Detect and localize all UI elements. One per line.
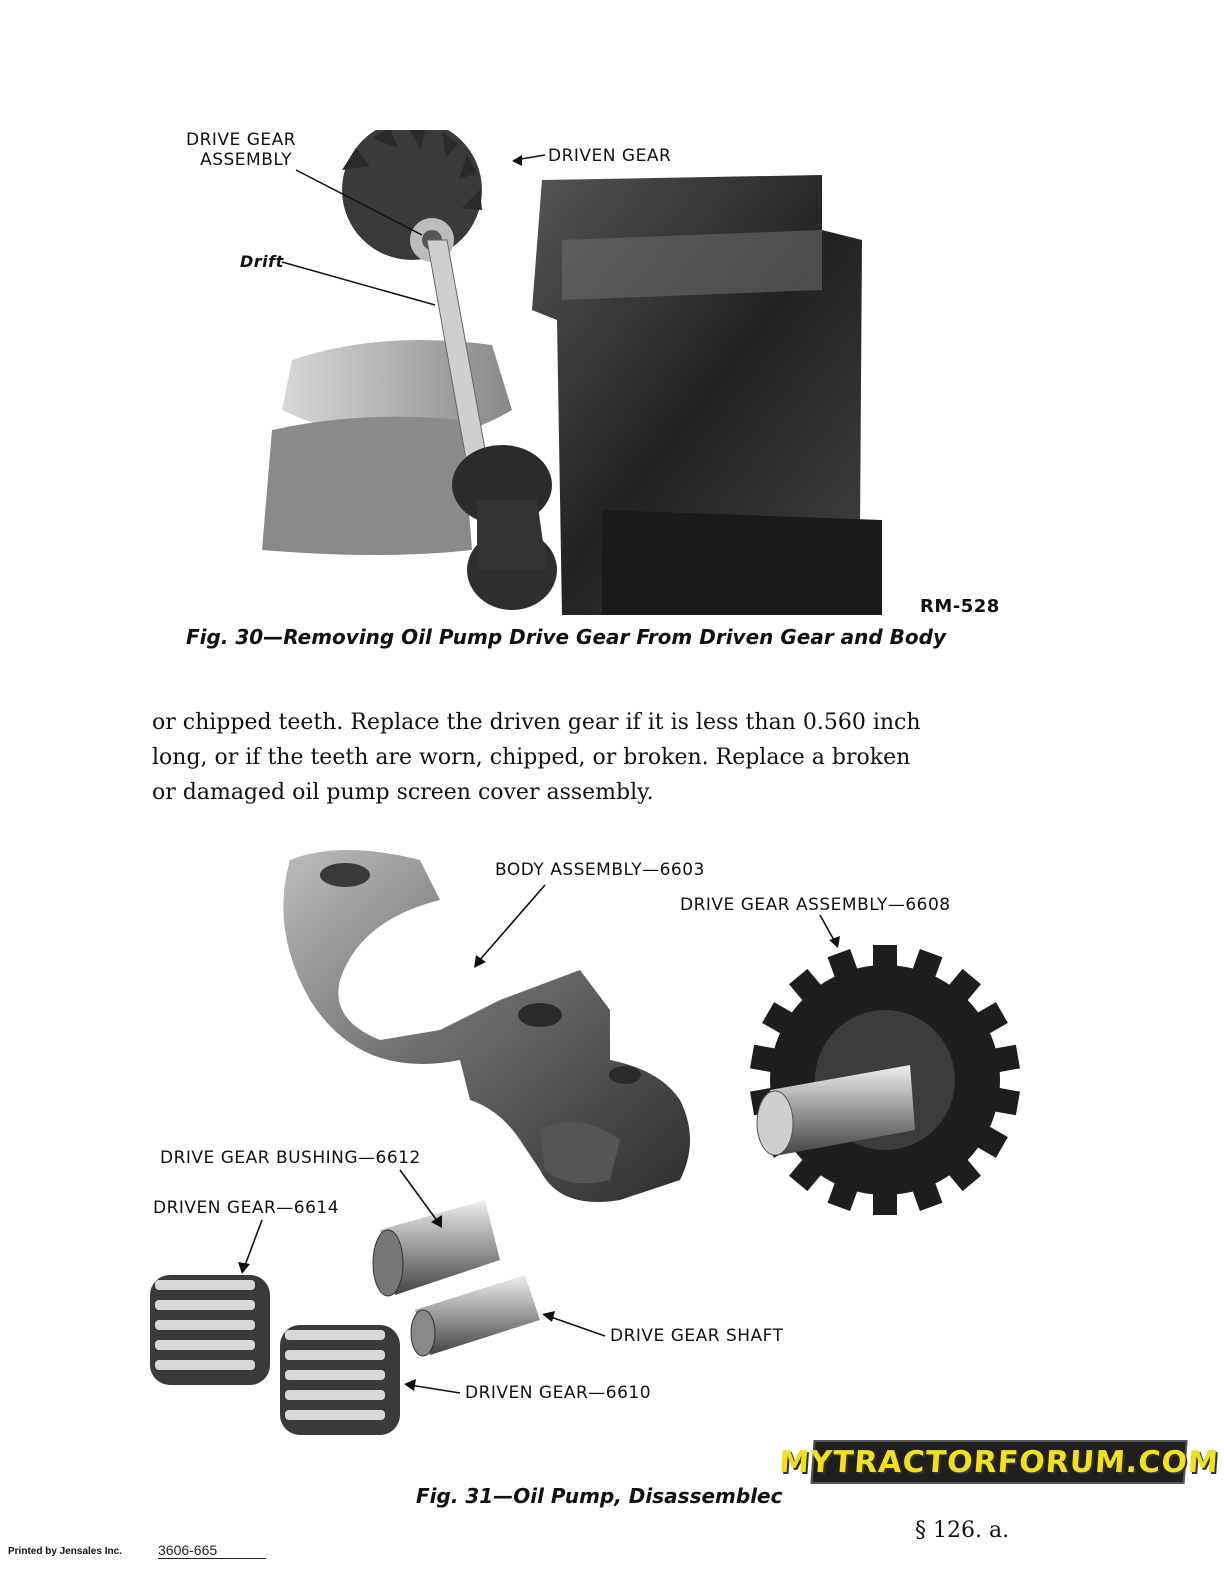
body-line-1: or chipped teeth. Replace the driven gear if it is less than 0.560 inch bbox=[152, 710, 921, 735]
fig31-label-driven-gear-6610: DRIVEN GEAR—6610 bbox=[465, 1383, 652, 1403]
printed-by-line: Printed by Jensales Inc. bbox=[8, 1546, 122, 1557]
fig31-label-drive-gear-assembly: DRIVE GEAR ASSEMBLY—6608 bbox=[680, 895, 951, 915]
mytractorforum-logo: MYTRACTORFORUM.COM bbox=[810, 1440, 1187, 1484]
body-line-3: or damaged oil pump screen cover assembly. bbox=[152, 780, 654, 805]
fig31-caption: Fig. 31—Oil Pump, Disassemblec bbox=[416, 1484, 783, 1508]
body-line-2: long, or if the teeth are worn, chipped, or broken. Replace a broken bbox=[152, 745, 911, 770]
fig30-code: RM-528 bbox=[920, 596, 1000, 617]
fig30-label-drift: Drift bbox=[240, 252, 284, 271]
fig31-label-drive-gear-bushing: DRIVE GEAR BUSHING—6612 bbox=[160, 1148, 421, 1168]
fig31-label-body-assembly: BODY ASSEMBLY—6603 bbox=[495, 860, 705, 880]
fig30-caption: Fig. 30—Removing Oil Pump Drive Gear From Driven Gear and Body bbox=[186, 625, 946, 649]
fig30-label-drive-gear-line1: DRIVE GEAR bbox=[186, 130, 297, 150]
fig31-label-driven-gear-6614: DRIVEN GEAR—6614 bbox=[153, 1198, 340, 1218]
fig30-label-driven-gear: DRIVEN GEAR bbox=[548, 146, 672, 166]
section-number: § 126. a. bbox=[915, 1518, 1010, 1543]
fig31-label-drive-gear-shaft: DRIVE GEAR SHAFT bbox=[610, 1326, 784, 1346]
fig30-label-drive-gear-line2: ASSEMBLY bbox=[200, 150, 292, 170]
page-code: 3606-665 bbox=[158, 1542, 266, 1559]
